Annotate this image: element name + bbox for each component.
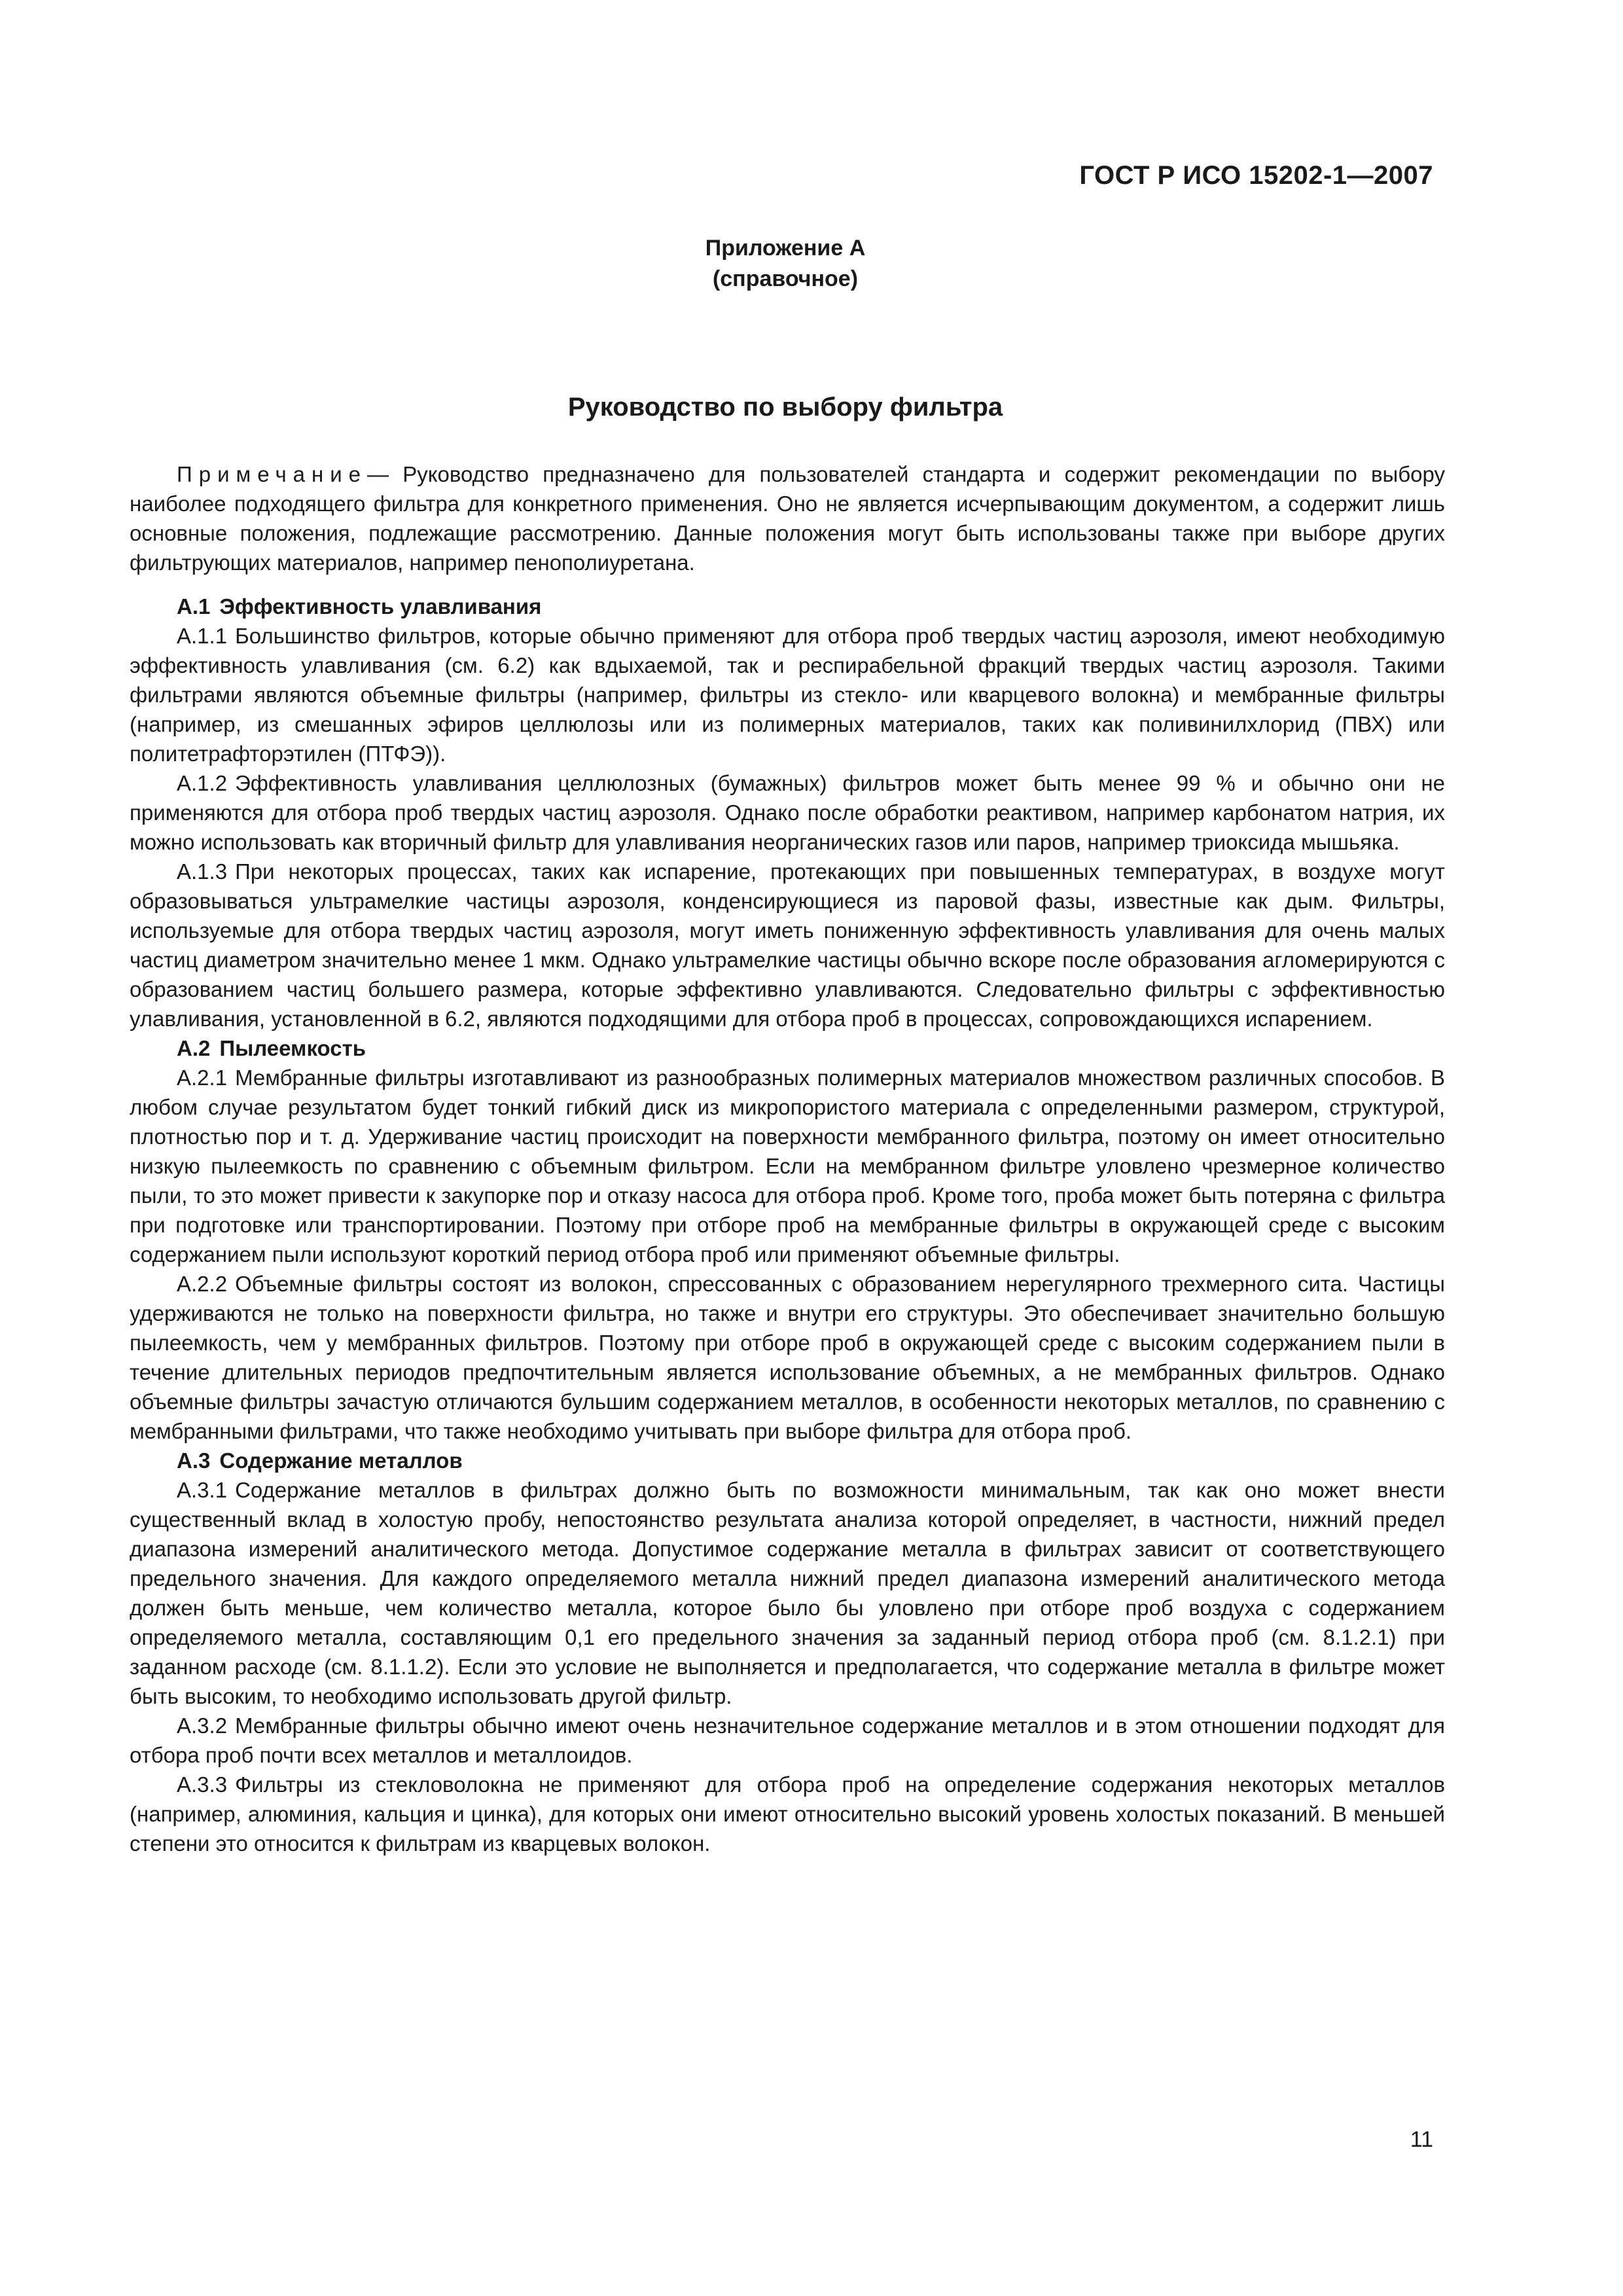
paragraph: [130, 621, 1445, 768]
document-body: [130, 459, 1445, 1858]
paragraph-text: Фильтры из стекловолокна не применяют для отбора проб на определение содержания некоторых металлов (например, алюминия, кальция и цинка), для которых они имеют относительно высокий уровень холостых показаний. В меньшей степени это относится к фильтрам из кварцевых волокон.: [130, 1772, 1445, 1856]
paragraph-text: Эффективность улавливания целлюлозных (бумажных) фильтров может быть менее 99 % и обычно они не применяются для отбора проб твердых частиц аэрозоля. Однако после обработки реактивом, например карбонатом натрия, их можно использовать как вторичный фильтр для улавливания неорганических газов или паров, например триоксида мышьяка.: [130, 771, 1445, 854]
section-number: А.3: [177, 1448, 211, 1473]
paragraph-number: А.3.3: [177, 1772, 228, 1797]
note-label: Примечание: [177, 462, 368, 486]
section-number: А.1: [177, 594, 211, 619]
page-title: Руководство по выбору фильтра: [567, 393, 1003, 422]
section-title: Эффективность улавливания: [219, 594, 542, 619]
paragraph-text: Большинство фильтров, которые обычно применяют для отбора проб твердых частиц аэрозоля, имеют необходимую эффективность улавливания (см. 6.2) как вдыхаемой, так и респирабельной фракций твердых частиц аэрозоля. Такими фильтрами являются объемные фильтры (например, фильтры из стекло- или кварцевого волокна) и мембранные фильтры (например, из смешанных эфиров целлюлозы или из полимерных материалов, таких как поливинилхлорид (ПВХ) или политетрафторэтилен (ПТФЭ)).: [130, 624, 1445, 766]
paragraph: [130, 1770, 1445, 1858]
paragraph: [130, 1269, 1445, 1446]
note-paragraph: [130, 459, 1445, 577]
section-heading: [130, 1446, 1445, 1475]
paragraph-number: А.3.2: [177, 1713, 228, 1738]
appendix-type: (справочное): [712, 266, 859, 291]
paragraph: [130, 857, 1445, 1033]
paragraph: [130, 1063, 1445, 1269]
note-text: — Руководство предназначено для пользователей стандарта и содержит рекомендации по выбору наиболее подходящего фильтра для конкретного применения. Оно не является исчерпывающим документом, а содержит лишь основные положения, подлежащие рассмотрению. Данные положения могут быть использованы также при выборе других фильтрующих материалов, например пенополиуретана.: [130, 462, 1445, 575]
paragraph-number: А.3.1: [177, 1478, 228, 1502]
page-number: 11: [1410, 2127, 1433, 2152]
paragraph-number: А.1.1: [177, 624, 228, 648]
section-number: А.2: [177, 1036, 211, 1060]
document-id: ГОСТ Р ИСО 15202-1—2007: [1079, 161, 1433, 190]
paragraph-text: При некоторых процессах, таких как испарение, протекающих при повышенных температурах, в воздухе могут образовываться ультрамелкие частицы аэрозоля, конденсирующиеся из паровой фазы, известные как дым. Фильтры, используемые для отбора твердых частиц аэрозоля, могут иметь пониженную эффективность улавливания для очень малых частиц диаметром значительно менее 1 мкм. Однако ультрамелкие частицы обычно вскоре после образования агломерируются с образованием частиц большего размера, которые эффективно улавливаются. Следовательно фильтры с эффективностью улавливания, установленной в 6.2, являются подходящими для отбора проб в процессах, сопровождающихся испарением.: [130, 859, 1445, 1031]
paragraph-text: Мембранные фильтры обычно имеют очень незначительное содержание металлов и в этом отношении подходят для отбора проб почти всех металлов и металлоидов.: [130, 1713, 1445, 1767]
section-title: Пылеемкость: [219, 1036, 366, 1060]
paragraph: [130, 1711, 1445, 1770]
paragraph-text: Мембранные фильтры изготавливают из разнообразных полимерных материалов множеством различных способов. В любом случае результатом будет тонкий гибкий диск из микропористого материала с определенными размером, структурой, плотностью пор и т. д. Удерживание частиц происходит на поверхности мембранного фильтра, поэтому он имеет относительно низкую пылеемкость по сравнению с объемным фильтром. Если на мембранном фильтре уловлено чрезмерное количество пыли, то это может привести к закупорке пор и отказу насоса для отбора проб. Кроме того, проба может быть потеряна с фильтра при подготовке или транспортировании. Поэтому при отборе проб на мембранные фильтры в окружающей среде с высоким содержанием пыли используют короткий период отбора проб или применяют объемные фильтры.: [130, 1066, 1445, 1266]
paragraph-number: А.1.3: [177, 859, 228, 884]
paragraph: [130, 1475, 1445, 1711]
section-heading: [130, 592, 1445, 621]
paragraph-text: Объемные фильтры состоят из волокон, спрессованных с образованием нерегулярного трехмерного сита. Частицы удерживаются не только на поверхности фильтра, но также и внутри его структуры. Это обеспечивает значительно большую пылеемкость, чем у мембранных фильтров. Поэтому при отборе проб в окружающей среде с высоким содержанием пыли в течение длительных периодов предпочтительным является использование объемных, а не мембранных фильтров. Однако объемные фильтры зачастую отличаются бульшим содержанием металлов, в особенности некоторых металлов, по сравнению с мембранными фильтрами, что также необходимо учитывать при выборе фильтра для отбора проб.: [130, 1272, 1445, 1443]
paragraph-number: А.2.2: [177, 1272, 228, 1296]
paragraph-number: А.1.2: [177, 771, 228, 795]
paragraph: [130, 768, 1445, 857]
section-heading: [130, 1033, 1445, 1063]
paragraph-text: Содержание металлов в фильтрах должно быть по возможности минимальным, так как оно может внести существенный вклад в холостую пробу, непостоянство результата анализа которой определяет, в частности, нижний предел диапазона измерений аналитического метода. Допустимое содержание металла в фильтрах зависит от соответствующего предельного значения. Для каждого определяемого металла нижний предел диапазона измерений аналитического метода должен быть меньше, чем количество металла, которое было бы уловлено при отборе проб воздуха с содержанием определяемого металла, составляющим 0,1 его предельного значения за заданный период отбора проб (см. 8.1.2.1) при заданном расходе (см. 8.1.1.2). Если это условие не выполняется и предполагается, что содержание металла в фильтре может быть высоким, то необходимо использовать другой фильтр.: [130, 1478, 1445, 1708]
appendix-label: Приложение А: [705, 236, 866, 260]
paragraph-number: А.2.1: [177, 1066, 228, 1090]
section-title: Содержание металлов: [219, 1448, 463, 1473]
appendix-heading: [0, 233, 1571, 295]
